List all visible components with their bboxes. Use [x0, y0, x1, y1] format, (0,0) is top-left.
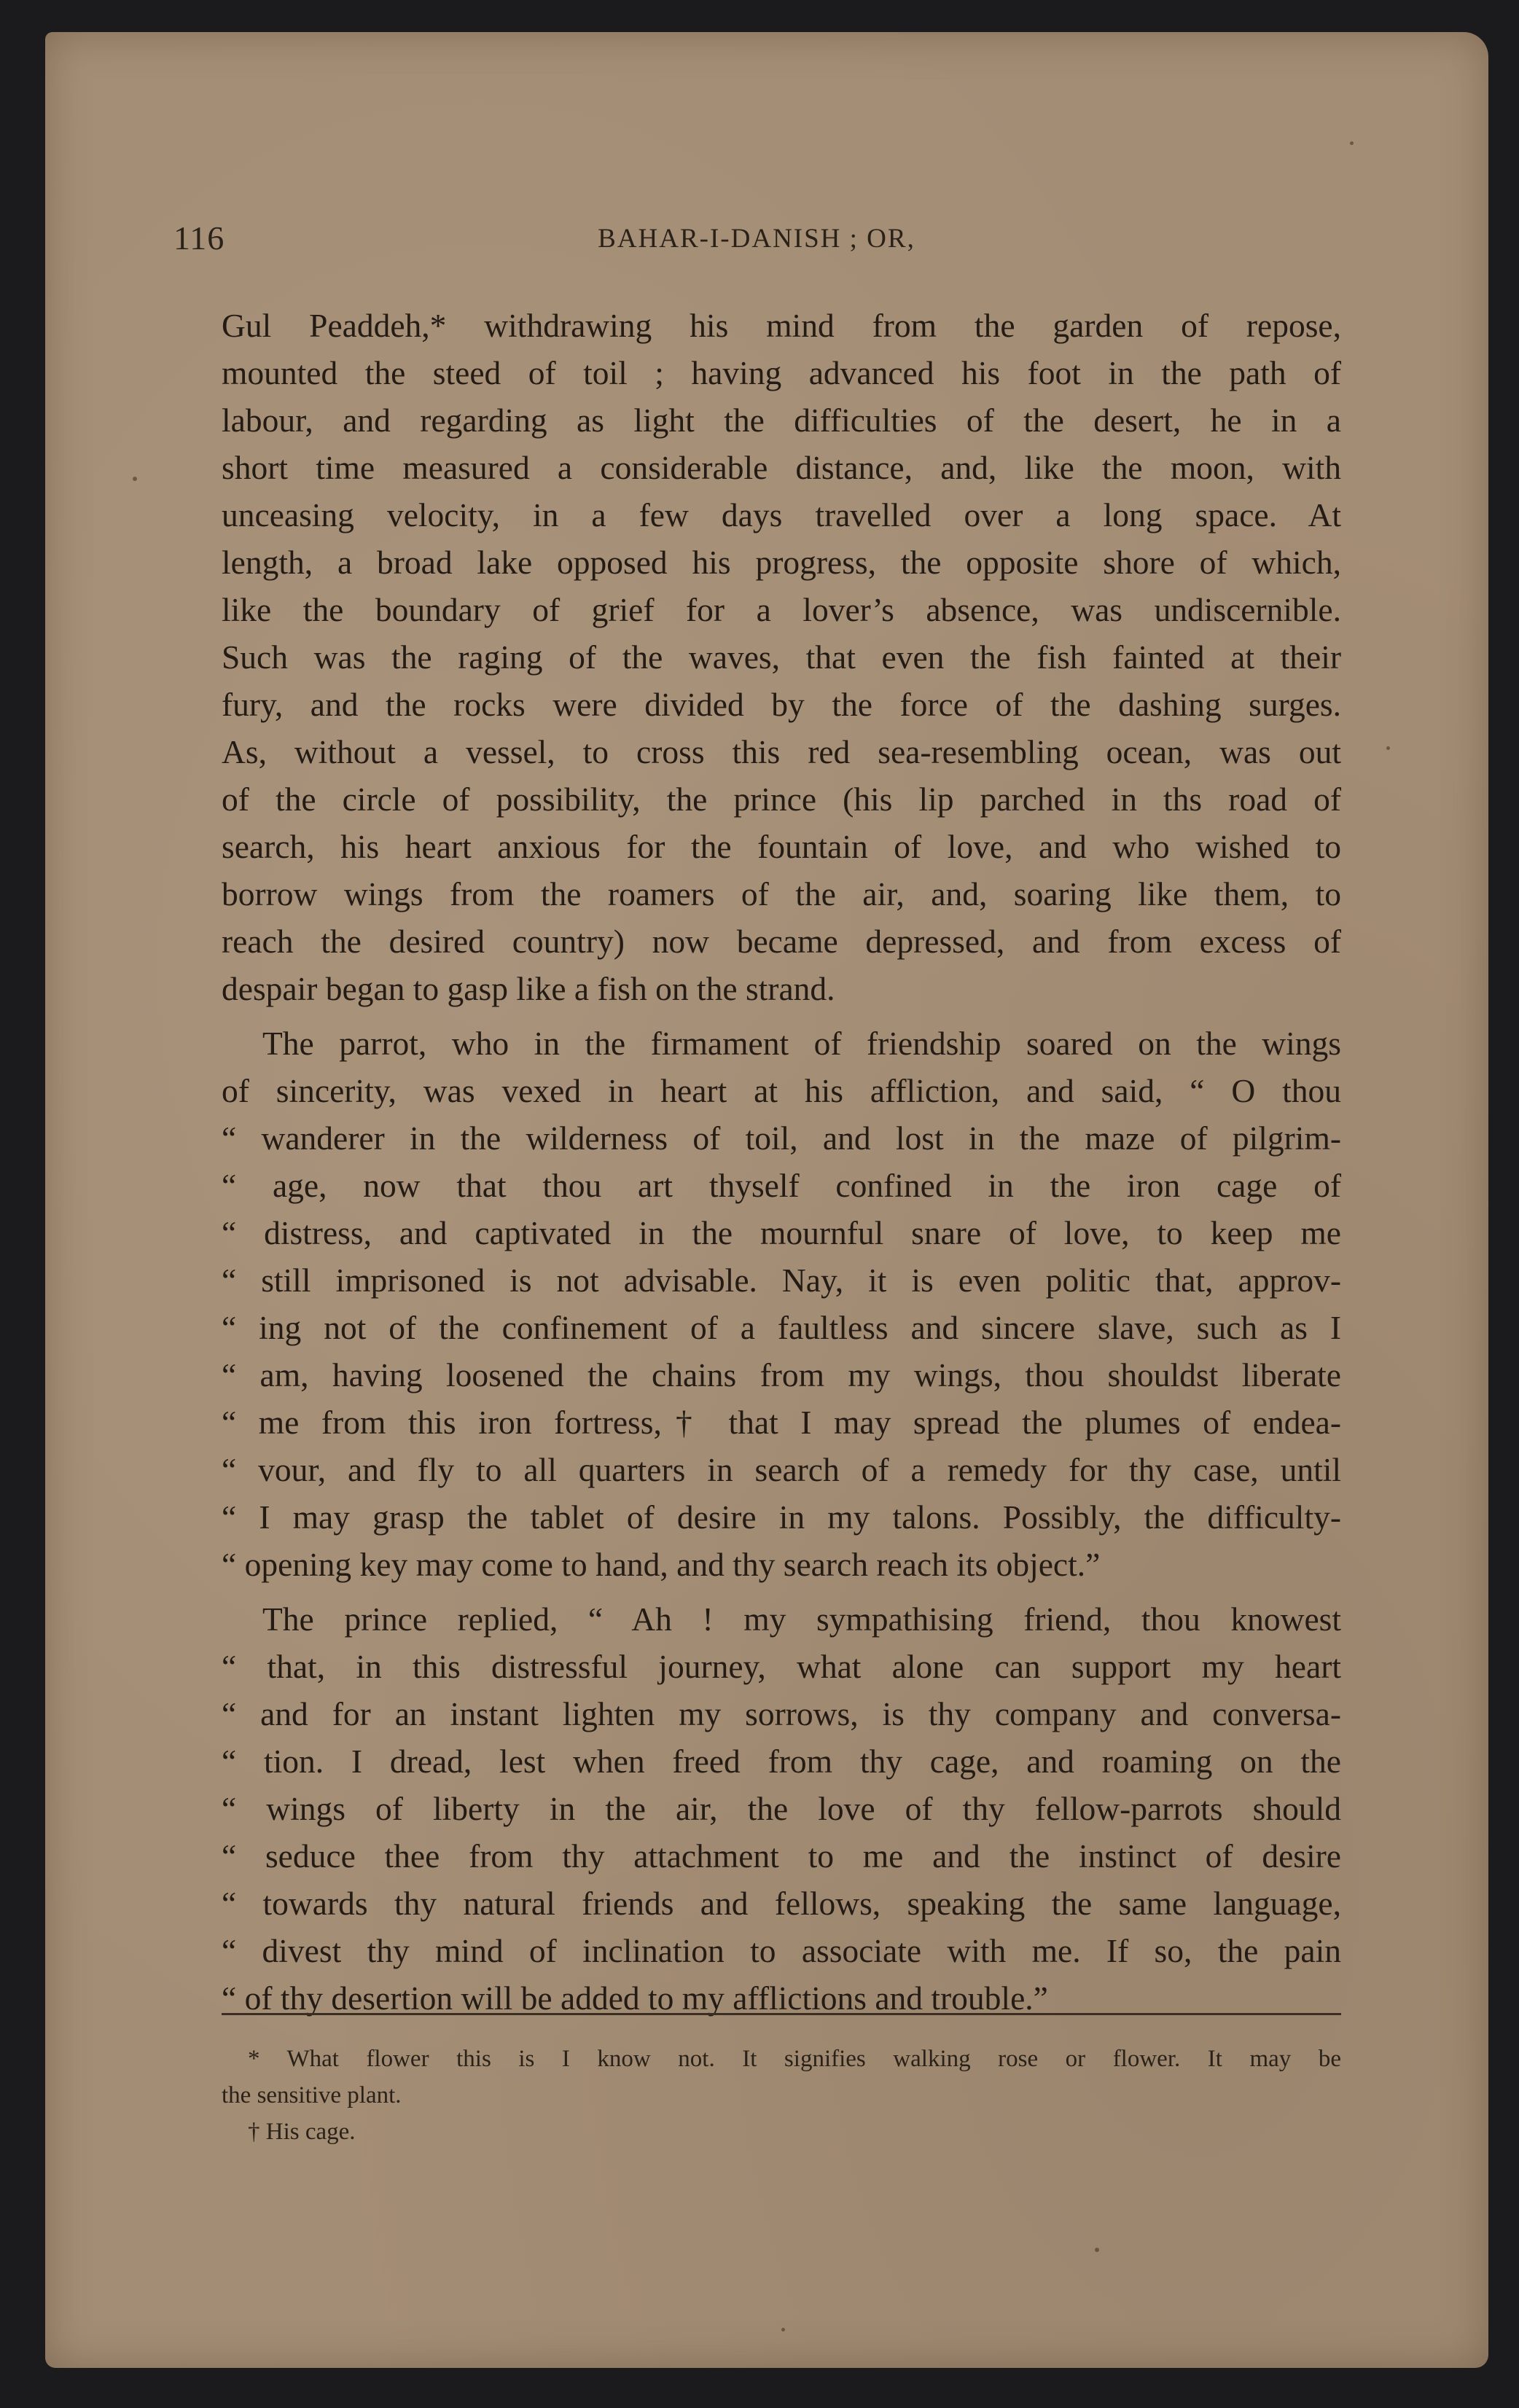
body-text	[222, 302, 1341, 2022]
text-line: “ still imprisoned is not advisable. Nay, it is even politic that, approv-	[222, 1262, 1341, 1299]
text-line: “ age, now that thou art thyself confined in the iron cage of	[222, 1167, 1341, 1204]
text-line: short time measured a considerable distance, and, like the moon, with	[222, 449, 1341, 486]
paper-speck	[133, 477, 137, 481]
text-line: “ ing not of the confinement of a faultless and sincere slave, such as I	[222, 1309, 1341, 1346]
footnote-dagger: † His cage.	[248, 2119, 356, 2145]
paper-speck	[1095, 2248, 1099, 2252]
text-line: of sincerity, was vexed in heart at his affliction, and said, “ O thou	[222, 1072, 1341, 1109]
text-line: despair began to gasp like a fish on the strand.	[222, 970, 835, 1007]
text-line: Gul Peaddeh,* withdrawing his mind from the garden of repose,	[222, 307, 1341, 344]
footnote-line: the sensitive plant.	[222, 2082, 402, 2108]
paragraph-2	[222, 1020, 1341, 1588]
text-line: “ wanderer in the wilderness of toil, and lost in the maze of pilgrim-	[222, 1119, 1341, 1157]
text-line: “ tion. I dread, lest when freed from thy cage, and roaming on the	[222, 1743, 1341, 1780]
text-line: reach the desired country) now became depressed, and from excess of	[222, 923, 1341, 960]
text-line: “ am, having loosened the chains from my wings, thou shouldst liberate	[222, 1356, 1341, 1393]
text-line: “ vour, and fly to all quarters in search of a remedy for thy case, until	[222, 1451, 1341, 1488]
running-title: BAHAR-I-DANISH ; OR,	[598, 224, 915, 254]
text-line: of the circle of possibility, the prince (his lip parched in ths road of	[222, 781, 1341, 818]
text-line: As, without a vessel, to cross this red sea-resembling ocean, was out	[222, 733, 1341, 770]
text-line: “ and for an instant lighten my sorrows, is thy company and conversa-	[222, 1695, 1341, 1732]
text-line: The parrot, who in the firmament of friendship soared on the wings	[262, 1025, 1341, 1062]
text-line: “ opening key may come to hand, and thy search reach its object.”	[222, 1546, 1101, 1583]
text-line: Such was the raging of the waves, that even the fish fainted at their	[222, 638, 1341, 676]
paper-speck	[1386, 746, 1390, 750]
paragraph-1	[222, 302, 1341, 1012]
paragraph-3	[222, 1595, 1341, 2022]
text-line: fury, and the rocks were divided by the force of the dashing surges.	[222, 686, 1341, 723]
text-line: search, his heart anxious for the fountain of love, and who wished to	[222, 828, 1341, 865]
paper-speck	[1350, 141, 1354, 145]
text-line: labour, and regarding as light the difficulties of the desert, he in a	[222, 402, 1341, 439]
text-line: “ me from this iron fortress,† that I may spread the plumes of endea-	[222, 1404, 1341, 1441]
text-line: “ towards thy natural friends and fellows, speaking the same language,	[222, 1885, 1341, 1922]
footnote-divider	[222, 2013, 1341, 2015]
text-line: borrow wings from the roamers of the air, and, soaring like them, to	[222, 875, 1341, 912]
text-line: “ distress, and captivated in the mournful snare of love, to keep me	[222, 1214, 1341, 1251]
text-line: “ I may grasp the tablet of desire in my talons. Possibly, the difficulty-	[222, 1498, 1341, 1536]
text-line: “ of thy desertion will be added to my afflictions and trouble.”	[222, 1979, 1048, 2017]
text-line: unceasing velocity, in a few days travelled over a long space. At	[222, 496, 1341, 533]
text-line: The prince replied, “ Ah ! my sympathising friend, thou knowest	[262, 1600, 1341, 1638]
page-header	[173, 219, 1340, 262]
footnote-line: * What flower this is I know not. It signifies walking rose or flower. It may be	[248, 2046, 1341, 2072]
text-line: like the boundary of grief for a lover’s absence, was undiscernible.	[222, 591, 1341, 628]
text-line: length, a broad lake opposed his progress, the opposite shore of which,	[222, 544, 1341, 581]
text-line: “ divest thy mind of inclination to associate with me. If so, the pain	[222, 1932, 1341, 1969]
text-line: “ seduce thee from thy attachment to me and the instinct of desire	[222, 1837, 1341, 1875]
text-line: “ that, in this distressful journey, what alone can support my heart	[222, 1648, 1341, 1685]
footnotes	[222, 2041, 1341, 2150]
text-line: mounted the steed of toil ; having advanced his foot in the path of	[222, 354, 1341, 391]
paper-speck	[781, 2328, 785, 2331]
page-number: 116	[173, 219, 225, 257]
text-line: “ wings of liberty in the air, the love of thy fellow-parrots should	[222, 1790, 1341, 1827]
